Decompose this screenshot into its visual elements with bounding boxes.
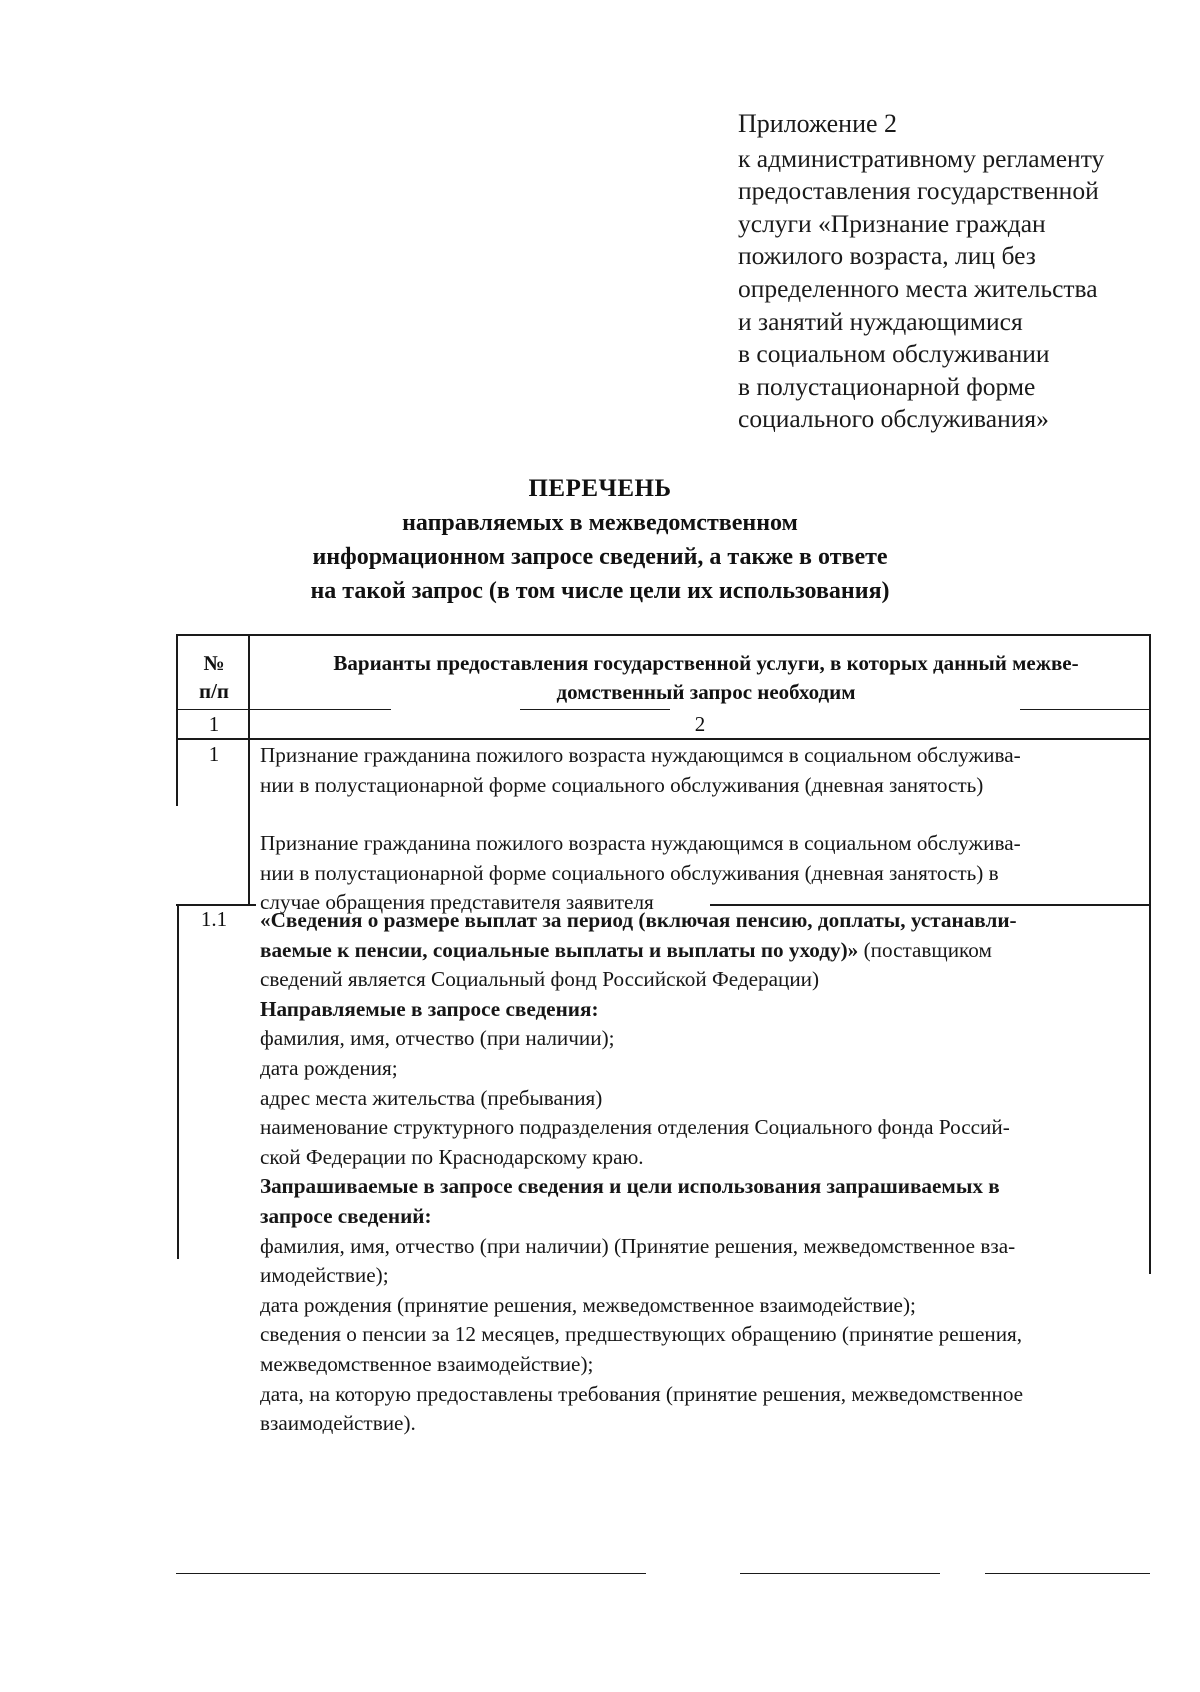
title-line: информационном запросе сведений, а также в ответе — [312, 544, 888, 570]
sent-data-heading: Направляемые в запросе сведения: — [260, 996, 599, 1021]
row-1-1-content — [260, 906, 1150, 1439]
row-text-line: нии в полустационарной форме социального обслуживания (дневная занятость) — [260, 772, 984, 797]
row-text-line: Признание гражданина пожилого возраста нуждающимся в социальном обслужива- — [260, 831, 1021, 856]
annex-header — [738, 108, 1178, 436]
annex-line: социального обслуживания» — [738, 404, 1049, 434]
annex-line: определенного места жительства — [738, 273, 1098, 303]
row-text-line: случае обращения представителя заявителя — [260, 890, 654, 915]
sent-data-item: ской Федерации по Краснодарскому краю. — [260, 1144, 644, 1169]
requested-data-item: дата, на которую предоставлены требования (принятие решения, межведомственное — [260, 1381, 1024, 1406]
footer-rule — [176, 1573, 646, 1574]
annex-line: услуги «Признание граждан — [738, 208, 1046, 238]
header-variants-line: домственный запрос необходим — [556, 680, 856, 704]
sent-data-item: адрес места жительства (пребывания) — [260, 1085, 603, 1110]
header-number-symbol: № — [203, 651, 225, 675]
footer-rule — [740, 1573, 940, 1574]
header-number-abbr: п/п — [198, 679, 230, 703]
row-number: 1.1 — [200, 907, 228, 931]
requested-data-item: взаимодействие). — [260, 1411, 416, 1436]
header-variants-line: Варианты предоставления государственной услуги, в которых данный межве- — [333, 651, 1079, 675]
row-text-line: нии в полустационарной форме социального обслуживания (дневная занятость) в — [260, 860, 999, 885]
header-number-cell — [178, 649, 250, 705]
requested-data-item: сведения о пенсии за 12 месяцев, предшествующих обращению (принятие решения, — [260, 1322, 1023, 1347]
requested-data-item: имодействие); — [260, 1263, 389, 1288]
column-number-rule — [176, 738, 1151, 740]
column-number-1: 1 — [208, 712, 220, 736]
row-1-content — [260, 741, 1150, 918]
request-name-line: «Сведения о размере выплат за период (включая пенсию, доплаты, устанавли- — [260, 908, 1017, 932]
row-text-line: Признание гражданина пожилого возраста нуждающимся в социальном обслужива- — [260, 743, 1021, 767]
requested-data-heading: Запрашиваемые в запросе сведения и цели использования запрашиваемых в — [260, 1174, 1000, 1199]
table-top-border — [176, 634, 1151, 636]
row-number: 1 — [208, 742, 220, 766]
annex-line: предоставления государственной — [738, 176, 1099, 206]
header-variants-cell — [262, 649, 1150, 707]
annex-line: к административному регламенту — [738, 143, 1105, 173]
annex-line: в социальном обслуживании — [738, 339, 1050, 369]
requested-data-heading: запросе сведений: — [260, 1203, 432, 1228]
annex-line: и занятий нуждающимися — [738, 306, 1023, 336]
provider-note: (поставщиком — [858, 937, 992, 962]
requested-data-item: дата рождения (принятие решения, межведомственное взаимодействие); — [260, 1292, 916, 1317]
title-main: ПЕРЕЧЕНЬ — [528, 475, 672, 502]
requested-data-item: межведомственное взаимодействие); — [260, 1351, 594, 1376]
sent-data-item: дата рождения; — [260, 1055, 398, 1080]
table-left-border — [177, 904, 179, 1259]
annex-line: Приложение 2 — [738, 109, 898, 138]
document-title — [0, 472, 1200, 608]
annex-line: пожилого возраста, лиц без — [738, 241, 1036, 271]
column-number-2: 2 — [694, 712, 706, 736]
request-name-line: ваемые к пенсии, социальные выплаты и выплаты по уходу)» — [260, 937, 859, 962]
footer-rule — [985, 1573, 1150, 1574]
requested-data-item: фамилия, имя, отчество (при наличии) (Принятие решения, межведомственное вза- — [260, 1233, 1016, 1258]
title-line: направляемых в межведомственном — [402, 510, 798, 536]
sent-data-item: наименование структурного подразделения отделения Социального фонда Россий- — [260, 1115, 1010, 1140]
annex-line: в полустационарной форме — [738, 371, 1036, 401]
title-line: на такой запрос (в том числе цели их использования) — [310, 578, 890, 604]
provider-note: сведений является Социальный фонд Российской Федерации) — [260, 967, 820, 992]
sent-data-item: фамилия, имя, отчество (при наличии); — [260, 1026, 615, 1051]
